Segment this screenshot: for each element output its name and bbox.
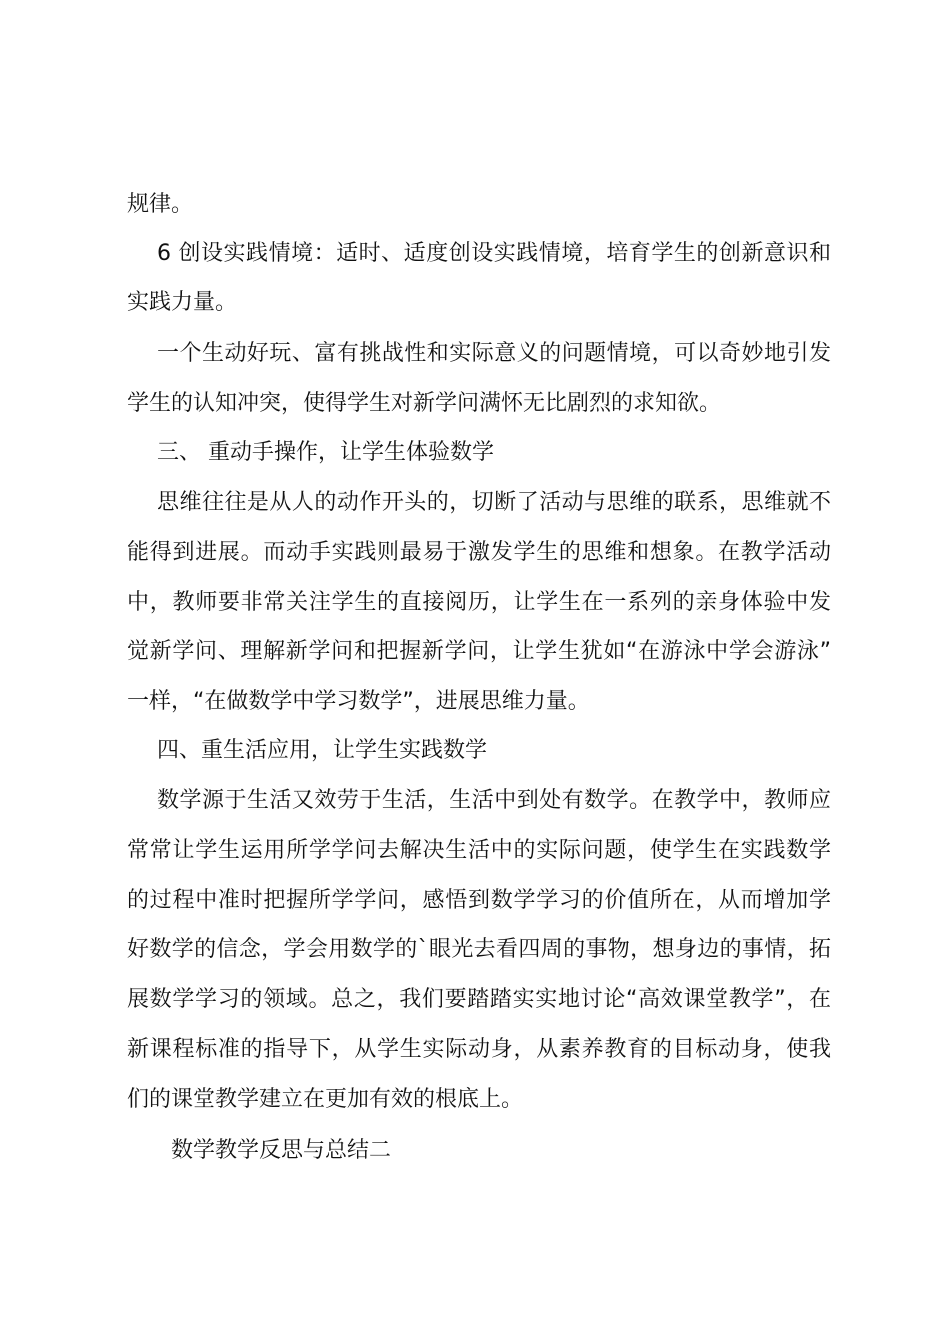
text-line-5: 学生的认知冲突，使得学生对新学问满怀无比剧烈的求知欲。 bbox=[127, 391, 722, 416]
text-line-4: 一个生动好玩、富有挑战性和实际意义的问题情境，可以奇妙地引发 bbox=[157, 341, 831, 366]
text-line-11: 一样，“在做数学中学习数学”，进展思维力量。 bbox=[127, 689, 590, 714]
section-heading-4: 四、重生活应用，让学生实践数学 bbox=[157, 738, 488, 763]
text-line-8: 能得到进展。而动手实践则最易于激发学生的思维和想象。在教学活动 bbox=[127, 540, 831, 565]
text-line-10: 觉新学问、理解新学问和把握新学问，让学生犹如“在游泳中学会游泳” bbox=[127, 639, 831, 664]
text-line-19: 们的课堂教学建立在更加有效的根底上。 bbox=[127, 1087, 524, 1112]
text-line-13: 数学源于生活又效劳于生活，生活中到处有数学。在教学中，教师应 bbox=[157, 788, 831, 813]
text-line-2: 6 创设实践情境：适时、适度创设实践情境，培育学生的创新意识和 bbox=[157, 241, 831, 266]
text-line-14: 常常让学生运用所学学问去解决生活中的实际问题，使学生在实践数学 bbox=[127, 838, 831, 863]
text-line-15: 的过程中准时把握所学学问，感悟到数学学习的价值所在，从而增加学 bbox=[127, 888, 831, 913]
text-line-16: 好数学的信念，学会用数学的`眼光去看四周的事物，想身边的事情，拓 bbox=[127, 937, 831, 962]
text-line-9: 中，教师要非常关注学生的直接阅历，让学生在一系列的亲身体验中发 bbox=[127, 590, 831, 615]
text-line-17: 展数学学习的领域。总之，我们要踏踏实实地讨论“高效课堂教学”，在 bbox=[127, 987, 831, 1012]
section-heading-3: 三、 重动手操作，让学生体验数学 bbox=[157, 440, 494, 465]
section-title: 数学教学反思与总结二 bbox=[171, 1138, 392, 1163]
text-line-1: 规律。 bbox=[127, 192, 194, 217]
text-line-18: 新课程标准的指导下，从学生实际动身，从素养教育的目标动身，使我 bbox=[127, 1037, 831, 1062]
text-line-7: 思维往往是从人的动作开头的，切断了活动与思维的联系，思维就不 bbox=[157, 490, 831, 515]
text-line-3: 实践力量。 bbox=[127, 290, 238, 315]
